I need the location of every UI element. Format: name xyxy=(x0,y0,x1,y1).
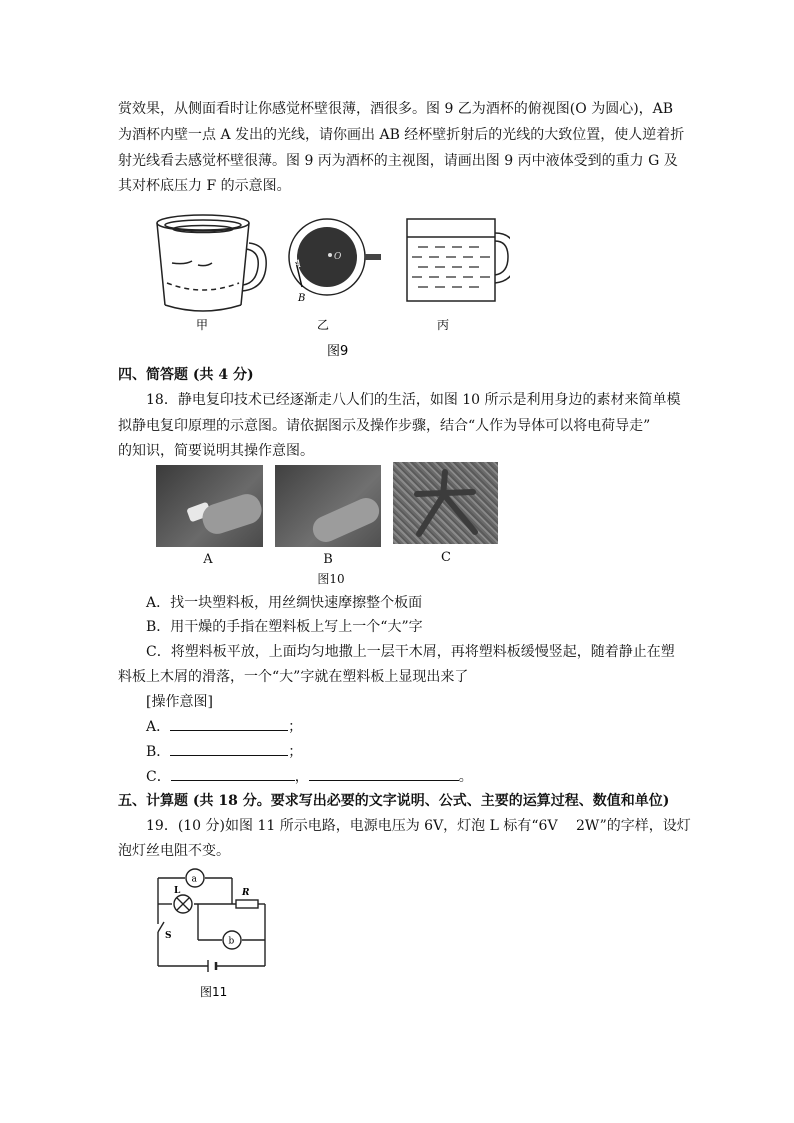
label-point-a: A xyxy=(294,259,302,270)
figure-11-circuit xyxy=(150,866,280,1006)
glass-jia-drawing xyxy=(157,215,266,311)
answer-a-semicolon: ； xyxy=(288,719,303,735)
answer-b-blank[interactable] xyxy=(170,743,288,756)
label-yi: 乙 xyxy=(317,318,330,332)
hand-shape xyxy=(199,490,263,537)
figure-9-caption: 图9 xyxy=(327,344,349,359)
label-point-o: O xyxy=(334,252,342,262)
answer-c-blank-2[interactable] xyxy=(309,768,459,781)
answer-c-comma: ， xyxy=(294,769,309,785)
photo-c-sawdust-character xyxy=(393,462,498,544)
intro-line-4: 其对杯底压力 F 的示意图。 xyxy=(118,178,291,194)
q19-line-2: 泡灯丝电阻不变。 xyxy=(118,843,230,859)
step-a: A．找一块塑料板，用丝绸快速摩擦整个板面 xyxy=(146,595,423,611)
answer-c-blank-1[interactable] xyxy=(171,768,295,781)
section-5-heading: 五、计算题 (共 18 分。要求写出必要的文字说明、公式、主要的运算过程、数值和单位) xyxy=(118,793,670,809)
answer-row-a xyxy=(146,718,302,736)
figure-10-caption: 图10 xyxy=(317,572,345,586)
q18-line-1: 18．静电复印技术已经逐渐走八人们的生活，如图 10 所示是利用身边的素材来简单模 xyxy=(146,392,681,408)
q19-line-1: 19．(10 分)如图 11 所示电路，电源电压为 6V，灯泡 L 标有“6V 2W”的字样，设灯 xyxy=(146,818,691,834)
figure-10-label-b: B xyxy=(323,552,333,567)
label-point-b: B xyxy=(298,293,306,304)
answer-c-period: 。 xyxy=(458,769,473,785)
intro-line-1: 赏效果，从侧面看时让你感觉杯壁很薄，酒很多。图 9 乙为酒杯的俯视图(O 为圆心)，AB xyxy=(118,101,674,117)
step-c-line-2: 料板上木屑的滑落，一个“大”字就在塑料板上显现出来了 xyxy=(118,669,469,685)
intro-line-3: 射光线看去感觉杯壁很薄。图 9 丙为酒杯的主视图，请画出图 9 丙中液体受到的重力 G 及 xyxy=(118,153,678,169)
q18-line-3: 的知识，简要说明其操作意图。 xyxy=(118,443,314,459)
figure-10-label-a: A xyxy=(203,552,213,567)
character-da-trace xyxy=(393,462,498,544)
step-b: B．用干燥的手指在塑料板上写上一个“大”字 xyxy=(146,619,423,635)
answer-row-b xyxy=(146,743,302,761)
label-bing: 丙 xyxy=(437,318,450,332)
resistor-label: R xyxy=(242,888,250,898)
lamp-label: L xyxy=(174,886,181,896)
q18-line-2: 拟静电复印原理的示意图。请依据图示及操作步骤，结合“人作为导体可以将电荷导走” xyxy=(118,418,651,434)
switch-label: S xyxy=(165,931,172,941)
answer-b-semicolon: ； xyxy=(288,744,303,760)
figure-11-caption: 图11 xyxy=(200,985,228,999)
section-4-heading: 四、简答题 (共 4 分) xyxy=(118,367,254,383)
intro-line-2: 为酒杯内壁一点 A 发出的光线，请你画出 AB 经杯壁折射后的光线的大致位置，使人逆着折 xyxy=(118,127,685,143)
finger-shape xyxy=(309,494,381,546)
step-c-line-1: C．将塑料板平放，上面均匀地撒上一层干木屑，再将塑料板缓慢竖起，随着静止在塑 xyxy=(146,644,675,660)
cup-front-view-bing xyxy=(407,219,510,301)
answer-a-blank[interactable] xyxy=(170,718,288,731)
meter-a-label: a xyxy=(191,874,197,885)
photo-a-rubbing-plastic-board xyxy=(156,465,263,547)
figure-9 xyxy=(150,205,510,365)
answer-c-prefix: C． xyxy=(146,769,171,785)
meter-b-label: b xyxy=(228,936,235,947)
resistor-shape xyxy=(236,900,258,908)
answer-a-prefix: A． xyxy=(146,719,171,735)
answer-title: [操作意图] xyxy=(146,694,213,710)
answer-row-c xyxy=(146,768,473,786)
figure-10-label-c: C xyxy=(441,550,451,565)
label-jia: 甲 xyxy=(196,318,209,332)
answer-b-prefix: B． xyxy=(146,744,171,760)
photo-b-finger-writing xyxy=(275,465,381,547)
